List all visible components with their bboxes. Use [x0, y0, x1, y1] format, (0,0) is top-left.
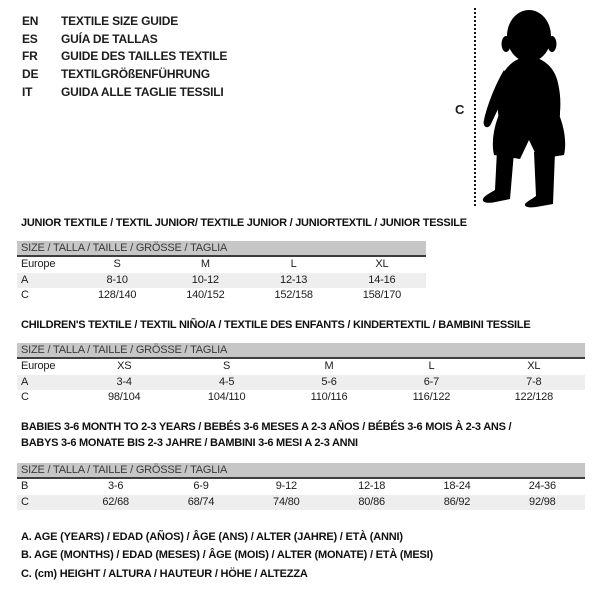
babies-table-title	[21, 420, 511, 451]
language-code: FR	[22, 49, 38, 64]
language-code: IT	[22, 84, 33, 99]
table-row-height	[17, 495, 585, 511]
table-row-europe	[17, 257, 426, 273]
value-cell: 104/110	[207, 391, 246, 403]
title-line: CHILDREN'S TEXTILE / TEXTIL NIÑO/A / TEXTILE DES ENFANTS / KINDERTEXTIL / BAMBINI TESSILE	[21, 319, 531, 331]
value-cell: 62/68	[102, 495, 129, 508]
table-row-age	[17, 375, 585, 391]
value-cell: 110/116	[310, 391, 348, 403]
value-cell: 6-9	[193, 480, 209, 492]
value-cell: 8-10	[106, 273, 128, 286]
legend-height-cm: C. (cm) HEIGHT / ALTURA / HAUTEUR / HÖHE / ALTEZZA	[21, 567, 308, 580]
children-size-table	[17, 343, 585, 406]
row-label-cell: B	[21, 480, 29, 492]
value-cell: 140/152	[186, 289, 225, 301]
value-cell: 80/86	[358, 495, 385, 508]
children-table-title	[21, 318, 530, 334]
size-cell: XS	[117, 360, 132, 372]
language-code: EN	[22, 13, 39, 28]
language-row-it	[22, 83, 227, 101]
measure-legend	[21, 531, 433, 586]
language-row-en	[22, 12, 227, 30]
guide-title-es: GUÍA DE TALLAS	[61, 31, 158, 46]
value-cell: 74/80	[273, 495, 300, 508]
size-cell: XL	[375, 258, 389, 270]
babies-size-table	[17, 463, 585, 510]
title-line-2: BABYS 3-6 MONATE BIS 2-3 JAHRE / BAMBINI 3-6 MESI A 2-3 ANNI	[21, 436, 358, 449]
size-header-bar: SIZE / TALLA / TAILLE / GRÖSSE / TAGLIA	[17, 343, 585, 359]
value-cell: 7-8	[526, 375, 542, 388]
table-row-age-months	[17, 479, 585, 495]
size-header-bar: SIZE / TALLA / TAILLE / GRÖSSE / TAGLIA	[17, 241, 426, 257]
size-header-bar: SIZE / TALLA / TAILLE / GRÖSSE / TAGLIA	[17, 463, 585, 479]
language-row-de	[22, 65, 227, 83]
legend-age-months: B. AGE (MONTHS) / EDAD (MESES) / ÂGE (MOIS) / ALTER (MONATE) / ETÀ (MESI)	[21, 549, 433, 562]
row-label-cell: C	[21, 289, 29, 301]
value-cell: 24-36	[528, 480, 556, 492]
row-label-cell: A	[21, 375, 29, 388]
value-cell: 3-6	[108, 480, 124, 492]
value-cell: 158/170	[362, 289, 402, 301]
row-label-cell: C	[21, 495, 29, 508]
language-code: ES	[22, 31, 38, 46]
value-cell: 98/104	[107, 391, 141, 403]
value-cell: 86/92	[443, 495, 471, 508]
value-cell: 18-24	[443, 480, 471, 492]
value-cell: 14-16	[368, 273, 396, 286]
value-cell: 92/98	[529, 495, 556, 508]
size-cell: M	[200, 258, 210, 270]
title-line: JUNIOR TEXTILE / TEXTIL JUNIOR/ TEXTILE JUNIOR / JUNIORTEXTIL / JUNIOR TESSILE	[21, 217, 467, 229]
size-cell: S	[113, 258, 121, 270]
guide-title-en: TEXTILE SIZE GUIDE	[61, 13, 179, 28]
baby-silhouette	[482, 8, 568, 208]
height-measure-dotted-line	[474, 8, 476, 206]
size-cell: S	[223, 360, 231, 372]
language-row-es	[22, 30, 227, 48]
row-label-cell: A	[21, 273, 29, 286]
size-cell: L	[290, 258, 297, 270]
legend-age-years: A. AGE (YEARS) / EDAD (AÑOS) / ÂGE (ANS) / ALTER (JAHRE) / ETÀ (ANNI)	[21, 531, 403, 543]
value-cell: 152/158	[274, 289, 313, 301]
size-cell: M	[324, 360, 334, 372]
value-cell: 5-6	[321, 375, 337, 388]
value-cell: 128/140	[97, 289, 137, 301]
value-cell: 116/122	[412, 391, 451, 403]
row-label-cell: Europe	[21, 258, 56, 270]
guide-title-fr: GUIDE DES TAILLES TEXTILE	[61, 49, 228, 64]
value-cell: 12-13	[280, 273, 308, 286]
value-cell: 68/74	[187, 495, 215, 508]
junior-table-title	[21, 216, 467, 232]
value-cell: 3-4	[116, 375, 132, 388]
table-row-height	[17, 288, 426, 304]
title-line-1: BABIES 3-6 MONTH TO 2-3 YEARS / BEBÉS 3-6 MESES A 2-3 AÑOS / BÉBÉS 3-6 MOIS À 2-3 ANS /	[21, 421, 512, 433]
value-cell: 10-12	[191, 273, 219, 286]
value-cell: 122/128	[514, 391, 554, 403]
size-cell: XL	[527, 360, 541, 372]
language-row-fr	[22, 47, 227, 65]
value-cell: 4-5	[218, 375, 235, 388]
language-list	[22, 12, 227, 100]
table-row-europe	[17, 359, 585, 375]
row-label-cell: Europe	[21, 360, 56, 372]
value-cell: 6-7	[423, 375, 440, 388]
table-row-age	[17, 273, 426, 289]
junior-size-table	[17, 241, 426, 304]
guide-title-it: GUIDA ALLE TAGLIE TESSILI	[61, 84, 224, 99]
value-cell: 9-12	[275, 480, 297, 492]
value-cell: 12-18	[358, 480, 386, 492]
table-row-height	[17, 390, 585, 406]
guide-title-de: TEXTILGRÖßENFÜHRUNG	[61, 66, 210, 81]
language-code: DE	[22, 66, 39, 81]
size-cell: L	[428, 360, 435, 372]
row-label-cell: C	[21, 391, 29, 403]
height-measure-label: C	[455, 102, 465, 117]
